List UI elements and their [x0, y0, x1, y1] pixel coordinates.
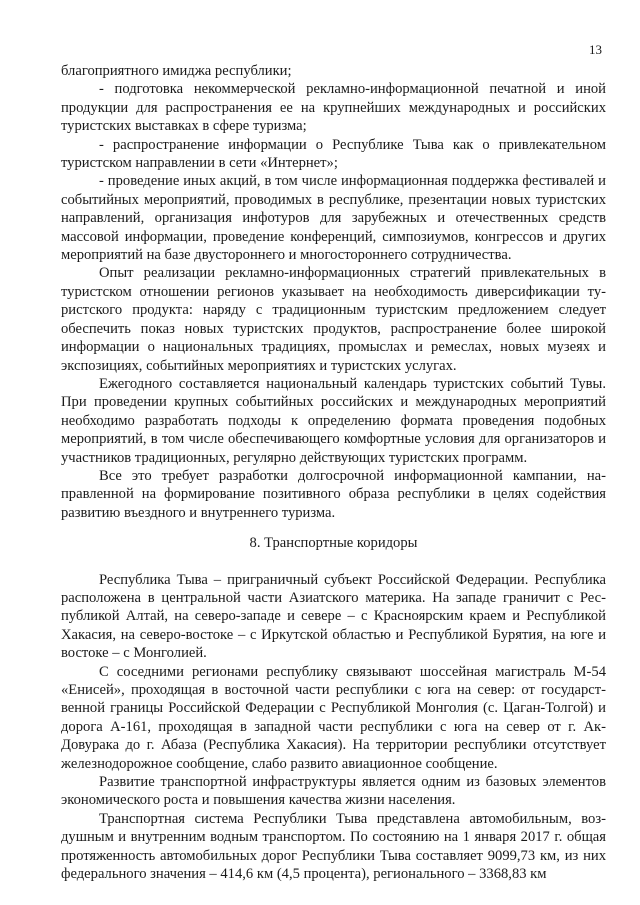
- paragraph-bullet-other-actions: - проведение иных акций, в том числе информационная поддержка фестивалей и событийных мероприятий, проводимых в республике, презентации новых туристских направлений, организация инфотуров для зарубежных и отечественных средств массовой информации, проведение конференций, симпозиумов, конгрессов и других мероприятий на базе двустороннего и многостороннего сотрудничества.: [61, 173, 606, 264]
- paragraph-continuation: благоприятного имиджа республики;: [61, 63, 292, 79]
- paragraph-infrastructure: Развитие транспортной инфраструктуры является одним из базовых элементов экономического роста и повышения качества жизни населения.: [61, 774, 606, 809]
- section-heading: 8. Транспортные коридоры: [249, 535, 418, 552]
- paragraph-experience: Опыт реализации рекламно-информационных стратегий привлекательных в туристском отношении регионов указывает на необходимость диверсификации туристского продукта: наряду с традиционным туристским предложением следует обеспечить показ новых туристских продуктов, распространение более широкой информации о национальных традициях, промыслах и ремеслах, новых музеях и экспозициях, событийных мероприятиях и туристских услугах.: [61, 265, 606, 374]
- paragraph-border-subject: Республика Тыва – приграничный субъект Российской Федерации. Республика расположена в центральной части Азиатского материка. На западе граничит с Республикой Алтай, на северо-западе и севере – с Красноярским краем и Республикой Хакасия, на северо-востоке – с Иркутской областью и Республикой Бурятия, на юге и востоке – с Монголией.: [61, 571, 606, 662]
- document-body: [61, 62, 606, 883]
- paragraph-highways: С соседними регионами республику связывают шоссейная магистраль М-54 «Енисей», проходящая в восточной части республики с юга на север: от государственной границы Российской Федерации с Республикой Монголия (с. Цаган-Толгой) и дорога А-161, проходящая в западной части республики с юга на север от г. Ак-Довурака до г. Абаза (Республика Хакасия). На территории республики отсутствует железнодорожное сообщение, слабо развито авиационное сообщение.: [61, 663, 606, 772]
- paragraph-bullet-printed-materials: - подготовка некоммерческой рекламно-информационной печатной и иной продукции для распространения ее на крупнейших международных и российских туристских выставках в сфере туризма;: [61, 81, 606, 135]
- paragraph-calendar: Ежегодного составляется национальный календарь туристских событий Тувы. При проведении крупных событийных российских и международных мероприятий необходимо разработать подходы к определению формата проведения подобных мероприятий, в том числе обеспечивающего комфортные условия для организаторов и участников традиционных, регулярно действующих туристских программ.: [61, 375, 606, 466]
- paragraph-bullet-internet: - распространение информации о Республике Тыва как о привлекательном туристском направлении в сети «Интернет»;: [61, 136, 606, 172]
- paragraph-transport-system: Транспортная система Республики Тыва представлена автомобильным, воздушным и внутренним водным транспортом. По состоянию на 1 января 2017 г. общая протяженность автомобильных дорог Республики Тыва составляет 9099,73 км, из них федерального значения – 414,6 км (4,5 процента), регионального – 3368,83 км: [61, 810, 606, 883]
- paragraph-campaign: Все это требует разработки долгосрочной информационной кампании, направленной на формирование позитивного образа республики в целях содействия развитию въездного и внутреннего туризма.: [61, 467, 606, 521]
- page-number: 13: [589, 42, 602, 57]
